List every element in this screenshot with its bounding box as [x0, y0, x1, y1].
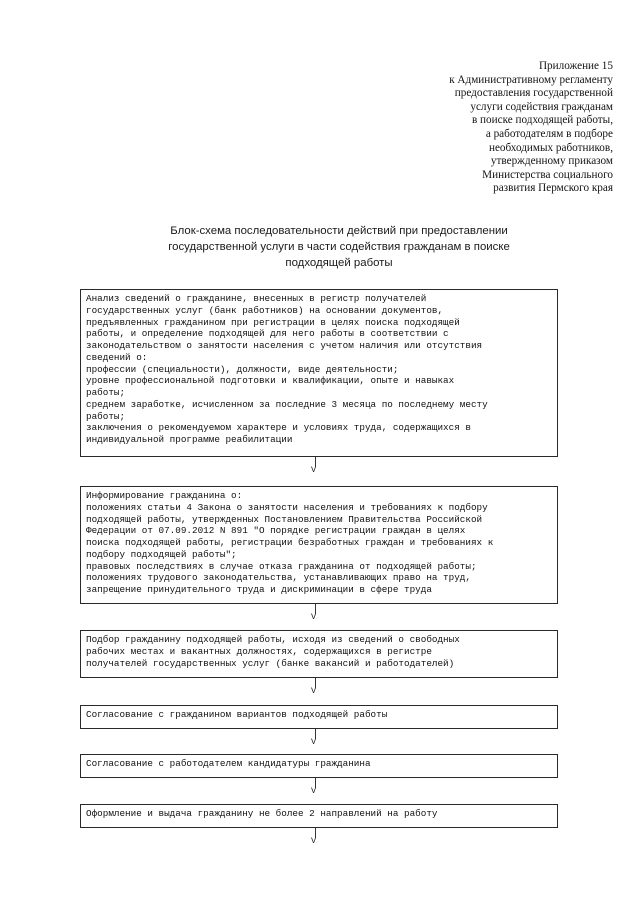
appendix-reference	[353, 60, 613, 196]
arrow-down-icon: V	[311, 465, 317, 475]
arrow-down-icon: V	[311, 836, 317, 846]
appendix-line: услуги содействия гражданам	[470, 100, 613, 113]
step-text-line: государственных услуг (банк работников) на основании документов,	[86, 304, 444, 316]
step-text-line: работы;	[86, 410, 126, 422]
step-text-line: Оформление и выдача гражданину не более 2 направлений на работу	[86, 808, 438, 819]
step-text-line: поиска подходящей работы, регистрации безработных граждан и требованиях к	[86, 537, 494, 548]
step-text-line: индивидуальной программе реабилитации	[86, 434, 293, 445]
step-text-line: получателей государственных услуг (банке вакансий и работодателей)	[86, 657, 455, 669]
arrow-down-icon: V	[311, 737, 317, 747]
flow-arrow	[312, 828, 320, 846]
step-text-line: рабочих местах и вакантных должностях, содержащихся в регистре	[86, 645, 432, 657]
step-text-line: подходящей работы, утвержденных Постановлением Правительства Российской	[86, 513, 483, 525]
flow-step-employer-agreement	[80, 754, 558, 778]
arrow-down-icon: V	[311, 786, 317, 796]
appendix-line: предоставления государственной	[454, 87, 613, 100]
arrow-down-icon: V	[311, 612, 317, 622]
step-text-line: Анализ сведений о гражданине, внесенных в регистр получателей	[86, 293, 427, 304]
title-line: государственной услуги в части содействия гражданам в поиске	[168, 241, 510, 253]
step-text-line: среднем заработке, исчисленном за последние 3 месяца по последнему месту	[86, 398, 488, 410]
flow-step-referrals	[80, 804, 558, 828]
step-text-line: Согласование с гражданином вариантов подходящей работы	[86, 709, 388, 720]
step-text-line: уровне профессиональной подготовки и квалификации, опыте и навыках	[86, 375, 455, 387]
step-text-line: законодательством о занятости населения с учетом наличия или отсутствия	[86, 340, 483, 351]
appendix-line: утвержденному приказом	[490, 155, 613, 168]
flow-step-informing	[80, 486, 558, 604]
flow-arrow	[312, 729, 320, 747]
flowchart-title	[140, 223, 538, 271]
appendix-line: а работодателям в подборе	[485, 127, 613, 140]
arrow-down-icon: V	[311, 686, 317, 696]
appendix-line: в поиске подходящей работы,	[471, 114, 613, 127]
appendix-line: Министерства социального	[482, 168, 613, 181]
step-text-line: Согласование с работодателем кандидатуры гражданина	[86, 758, 371, 769]
step-text-line: правовых последствиях в случае отказа гражданина от подходящей работы;	[86, 560, 477, 572]
step-text-line: Федерации от 07.09.2012 N 891 "О порядке регистрации граждан в целях	[86, 525, 466, 537]
step-text-line: работы, и определение подходящей для него работы в соответствии с	[86, 328, 449, 340]
step-text-line: профессии (специальности), должности, виде деятельности;	[86, 363, 399, 375]
step-text-line: Подбор гражданину подходящей работы, исходя из сведений о свободных	[86, 634, 460, 645]
flow-arrow	[312, 457, 320, 475]
step-text-line: положениях статьи 4 Закона о занятости населения и требованиях к подбору	[86, 501, 488, 513]
flow-arrow	[312, 678, 320, 696]
flow-step-citizen-agreement	[80, 705, 558, 729]
appendix-line: развития Пермского края	[493, 182, 613, 195]
step-text-line: Информирование гражданина о:	[86, 490, 243, 501]
step-text-line: заключения о рекомендуемом характере и условиях труда, содержащихся в	[86, 422, 471, 434]
step-text-line: работы;	[86, 387, 126, 398]
appendix-line: необходимых работников,	[488, 141, 613, 154]
step-text-line: сведений о:	[86, 351, 148, 363]
step-text-line: подбору подходящей работы";	[86, 548, 237, 560]
flow-arrow	[312, 604, 320, 622]
flow-step-job-selection	[80, 630, 558, 678]
title-line: подходящей работы	[285, 257, 393, 269]
step-text-line: положениях трудового законодательства, устанавливающих право на труд,	[86, 572, 471, 584]
flow-arrow	[312, 778, 320, 796]
step-text-line: запрещение принудительного труда и дискриминации в сфере труда	[86, 584, 432, 595]
step-text-line: предъявленных гражданином при регистрации в целях поиска подходящей	[86, 316, 460, 328]
title-line: Блок-схема последовательности действий при предоставлении	[170, 225, 508, 237]
appendix-line: к Административному регламенту	[449, 73, 613, 86]
flow-step-analysis	[80, 289, 558, 457]
appendix-line: Приложение 15	[538, 60, 613, 72]
